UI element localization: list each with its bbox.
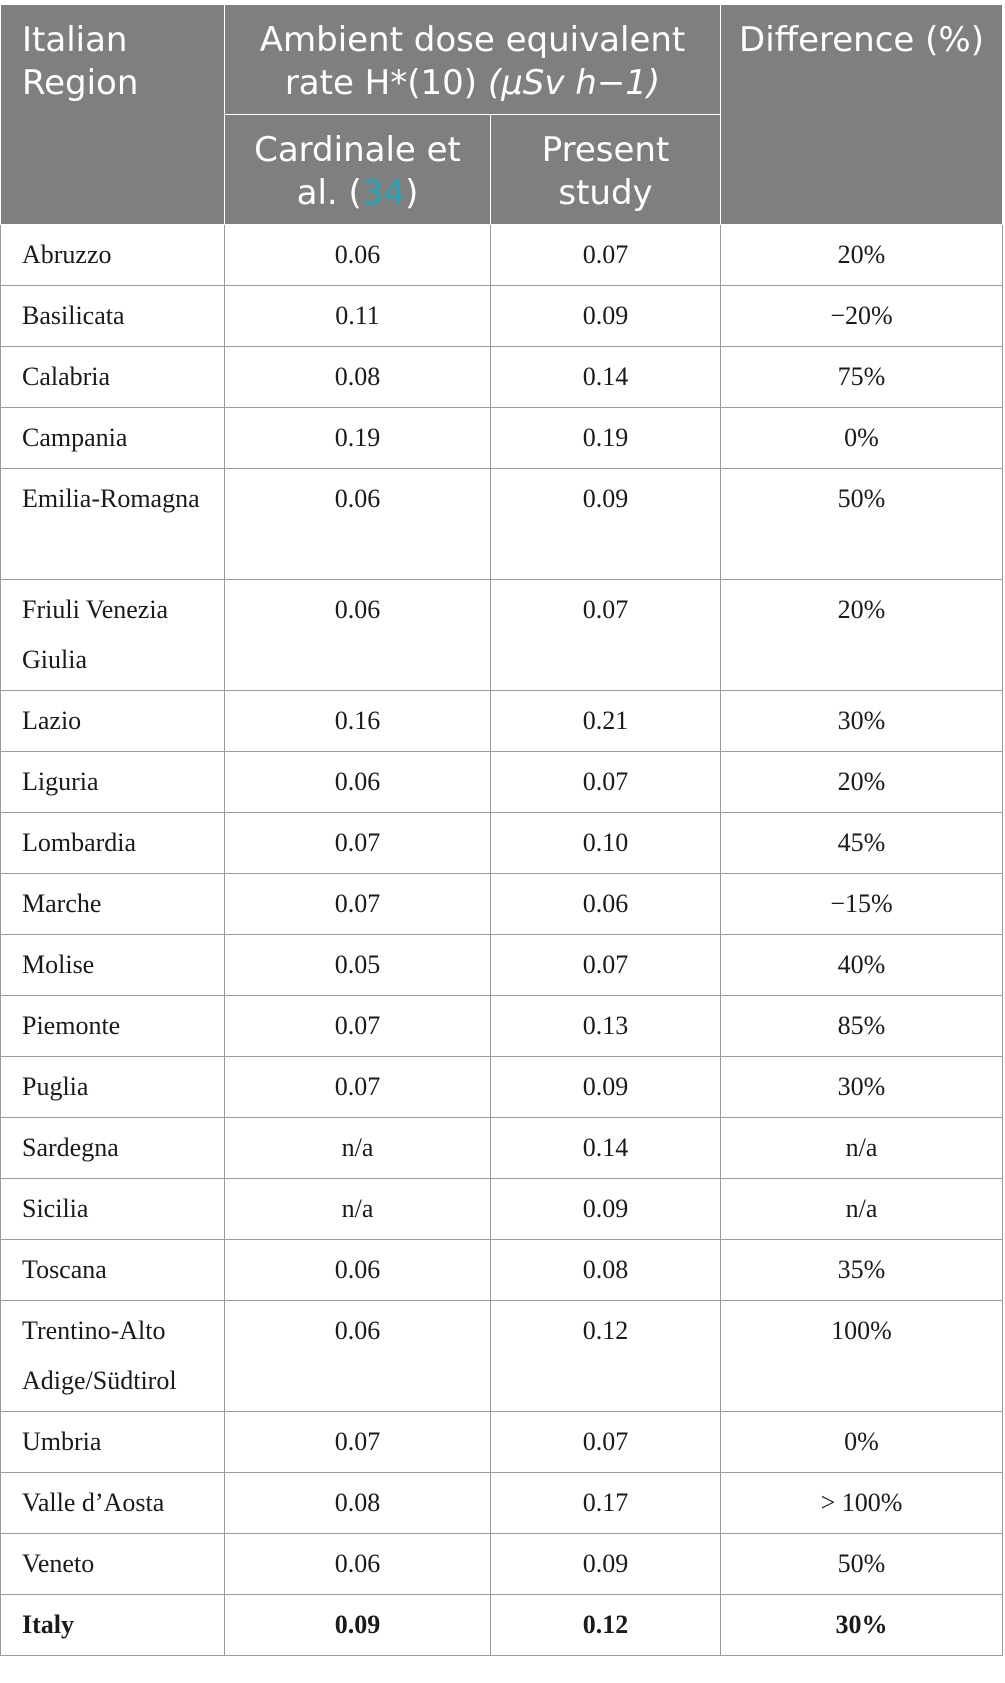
present-cell: 0.07 [491,752,721,813]
region-cell: Sardegna [1,1118,225,1179]
present-cell: 0.06 [491,874,721,935]
difference-cell: 100% [721,1301,1003,1412]
region-cell: Lombardia [1,813,225,874]
difference-cell: > 100% [721,1473,1003,1534]
table-row [1,225,1003,286]
header-region: Italian Region [1,5,225,225]
cardinale-cell: 0.19 [225,408,491,469]
difference-cell: 20% [721,752,1003,813]
header-dose-title: Ambient dose equivalent rate H*(10) [259,20,686,103]
cardinale-cell: 0.06 [225,225,491,286]
present-cell: 0.14 [491,347,721,408]
difference-cell: n/a [721,1179,1003,1240]
region-cell: Sicilia [1,1179,225,1240]
present-cell: 0.09 [491,1057,721,1118]
present-cell: 0.17 [491,1473,721,1534]
table-row [1,1534,1003,1595]
present-cell: 0.13 [491,996,721,1057]
present-cell: 0.07 [491,225,721,286]
difference-cell: 30% [721,1595,1003,1656]
difference-cell: 30% [721,691,1003,752]
present-cell: 0.12 [491,1595,721,1656]
region-cell: Veneto [1,1534,225,1595]
present-cell: 0.09 [491,286,721,347]
cardinale-cell: 0.06 [225,752,491,813]
difference-cell: 50% [721,469,1003,580]
cardinale-cell: 0.07 [225,874,491,935]
difference-cell: 50% [721,1534,1003,1595]
header-difference: Difference (%) [721,5,1003,225]
region-cell: Umbria [1,1412,225,1473]
difference-cell: 40% [721,935,1003,996]
cardinale-cell: 0.07 [225,813,491,874]
table-row [1,1473,1003,1534]
table-row [1,935,1003,996]
table-row [1,752,1003,813]
table-row [1,996,1003,1057]
cardinale-cell: 0.08 [225,1473,491,1534]
present-cell: 0.14 [491,1118,721,1179]
difference-cell: 0% [721,408,1003,469]
present-cell: 0.10 [491,813,721,874]
present-cell: 0.07 [491,580,721,691]
table-row [1,580,1003,691]
region-cell: Marche [1,874,225,935]
difference-cell: 30% [721,1057,1003,1118]
region-cell: Trentino-Alto Adige/Südtirol [1,1301,225,1412]
region-cell: Calabria [1,347,225,408]
present-cell: 0.08 [491,1240,721,1301]
present-cell: 0.21 [491,691,721,752]
present-cell: 0.12 [491,1301,721,1412]
header-row-1 [1,5,1003,115]
dose-rate-table-container [0,4,1003,1656]
cardinale-cell: 0.05 [225,935,491,996]
difference-cell: 75% [721,347,1003,408]
region-cell: Molise [1,935,225,996]
table-row [1,691,1003,752]
difference-cell: −20% [721,286,1003,347]
cardinale-cell: 0.06 [225,1240,491,1301]
present-cell: 0.19 [491,408,721,469]
cardinale-cell: n/a [225,1179,491,1240]
present-cell: 0.07 [491,1412,721,1473]
cardinale-cell: 0.09 [225,1595,491,1656]
table-row [1,1301,1003,1412]
cardinale-cell: 0.06 [225,580,491,691]
present-cell: 0.09 [491,1534,721,1595]
table-row [1,1412,1003,1473]
table-row [1,874,1003,935]
cardinale-cell: 0.06 [225,469,491,580]
header-dose-unit: (μSv h−1) [487,63,661,103]
region-cell: Lazio [1,691,225,752]
region-cell: Abruzzo [1,225,225,286]
difference-cell: n/a [721,1118,1003,1179]
dose-rate-table [0,4,1003,1656]
region-cell: Liguria [1,752,225,813]
present-cell: 0.09 [491,1179,721,1240]
header-dose-rate [225,5,721,115]
cardinale-cell: 0.07 [225,1057,491,1118]
region-cell: Campania [1,408,225,469]
cardinale-cell: 0.16 [225,691,491,752]
present-cell: 0.07 [491,935,721,996]
cardinale-cell: 0.08 [225,347,491,408]
difference-cell: 45% [721,813,1003,874]
reference-link-34[interactable]: 34 [361,173,406,213]
difference-cell: 20% [721,580,1003,691]
table-row [1,1179,1003,1240]
cardinale-cell: 0.06 [225,1301,491,1412]
region-cell: Emilia-Romagna [1,469,225,580]
table-row [1,286,1003,347]
cardinale-cell: 0.11 [225,286,491,347]
cardinale-cell: n/a [225,1118,491,1179]
region-cell: Puglia [1,1057,225,1118]
region-cell: Toscana [1,1240,225,1301]
region-cell: Piemonte [1,996,225,1057]
total-row [1,1595,1003,1656]
difference-cell: 0% [721,1412,1003,1473]
table-row [1,469,1003,580]
difference-cell: 20% [721,225,1003,286]
header-present-study: Present study [491,115,721,225]
region-cell: Italy [1,1595,225,1656]
cardinale-cell: 0.07 [225,1412,491,1473]
table-row [1,813,1003,874]
present-cell: 0.09 [491,469,721,580]
difference-cell: 35% [721,1240,1003,1301]
table-row [1,408,1003,469]
difference-cell: 85% [721,996,1003,1057]
cardinale-cell: 0.06 [225,1534,491,1595]
header-cardinale: Cardinale et al. (34) [225,115,491,225]
table-row [1,1057,1003,1118]
region-cell: Valle d’Aosta [1,1473,225,1534]
table-row [1,1118,1003,1179]
region-cell: Basilicata [1,286,225,347]
region-cell: Friuli Venezia Giulia [1,580,225,691]
difference-cell: −15% [721,874,1003,935]
table-row [1,347,1003,408]
table-row [1,1240,1003,1301]
cardinale-cell: 0.07 [225,996,491,1057]
